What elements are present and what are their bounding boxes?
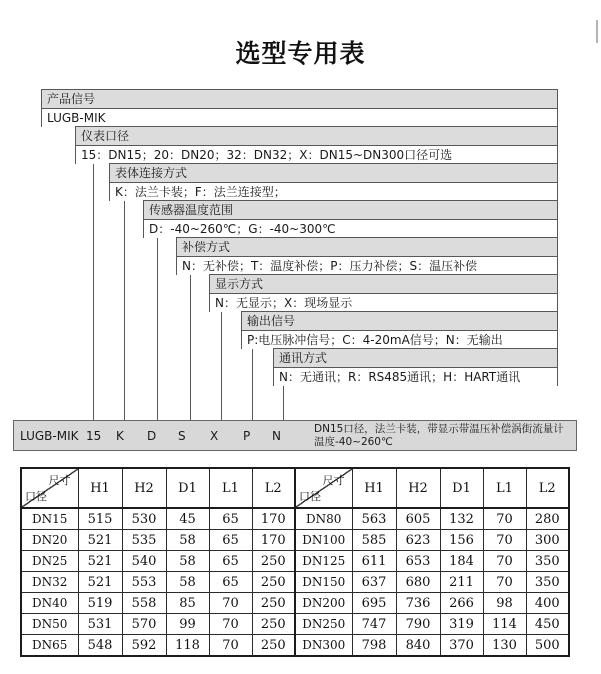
level-value: 15：DN15；20：DN20；32：DN32；X：DN15~DN300口径可选 <box>76 146 557 164</box>
dimension-cell: 680 <box>396 572 440 593</box>
dimension-cell: 170 <box>252 530 295 551</box>
dimension-cell: 790 <box>396 614 440 635</box>
dimension-cell: 65 <box>209 551 252 572</box>
dimension-cell: 70 <box>483 551 526 572</box>
table-row <box>21 508 569 530</box>
table-row <box>21 593 569 614</box>
dimension-cell: 70 <box>209 614 252 635</box>
dimension-cell: 521 <box>78 551 122 572</box>
table-row <box>21 551 569 572</box>
dimension-cell: 623 <box>396 530 440 551</box>
table-corner-cell <box>295 468 352 508</box>
diameter-cell: DN20 <box>21 530 78 551</box>
connector-line <box>221 312 222 420</box>
code-connection: K <box>116 429 124 443</box>
connector-line <box>124 201 125 420</box>
selector-level-product-signal <box>41 89 558 127</box>
diameter-cell: DN100 <box>295 530 352 551</box>
example-description-line2: 温度-40~260℃ <box>314 436 393 448</box>
dimension-cell: 98 <box>483 593 526 614</box>
connector-line <box>93 164 94 420</box>
dimension-cell: 747 <box>352 614 396 635</box>
column-header: D1 <box>166 468 209 508</box>
dimension-cell: 563 <box>352 508 396 530</box>
column-header: H2 <box>122 468 166 508</box>
selector-level-body-connection <box>109 163 558 201</box>
example-model-code-row <box>13 420 577 451</box>
dimension-cell: 85 <box>166 593 209 614</box>
diameter-cell: DN65 <box>21 635 78 657</box>
dimension-cell: 515 <box>78 508 122 530</box>
connector-line <box>157 238 158 420</box>
level-value: LUGB-MIK <box>42 109 557 127</box>
dimension-cell: 319 <box>440 614 483 635</box>
column-header: H1 <box>78 468 122 508</box>
dimension-cell: 637 <box>352 572 396 593</box>
selector-level-sensor-temperature <box>143 200 558 238</box>
dimension-cell: 350 <box>526 572 569 593</box>
dimension-cell: 184 <box>440 551 483 572</box>
dimension-cell: 653 <box>396 551 440 572</box>
level-value: N：无补偿；T：温度补偿；P：压力补偿；S：温压补偿 <box>177 257 557 275</box>
level-title: 显示方式 <box>210 275 557 294</box>
dimension-cell: 45 <box>166 508 209 530</box>
dimension-cell: 840 <box>396 635 440 657</box>
dimension-cell: 250 <box>252 551 295 572</box>
dimension-cell: 300 <box>526 530 569 551</box>
dimension-table-body <box>21 508 569 656</box>
corner-label-diameter: 口径 <box>25 490 47 503</box>
table-header-row <box>21 468 569 508</box>
diameter-cell: DN25 <box>21 551 78 572</box>
dimension-cell: 65 <box>209 572 252 593</box>
table-row <box>21 572 569 593</box>
dimension-cell: 400 <box>526 593 569 614</box>
diameter-cell: DN150 <box>295 572 352 593</box>
selector-level-communication <box>273 348 558 386</box>
code-output: P <box>243 429 251 443</box>
dimension-cell: 70 <box>483 530 526 551</box>
column-header: L2 <box>252 468 295 508</box>
model-prefix: LUGB-MIK <box>20 429 79 443</box>
dimension-cell: 521 <box>78 530 122 551</box>
dimension-table <box>20 467 570 657</box>
dimension-cell: 695 <box>352 593 396 614</box>
diameter-cell: DN15 <box>21 508 78 530</box>
dimension-cell: 350 <box>526 551 569 572</box>
column-header: H1 <box>352 468 396 508</box>
diameter-cell: DN300 <box>295 635 352 657</box>
dimension-cell: 266 <box>440 593 483 614</box>
dimension-cell: 280 <box>526 508 569 530</box>
dimension-cell: 798 <box>352 635 396 657</box>
dimension-cell: 500 <box>526 635 569 657</box>
dimension-cell: 540 <box>122 551 166 572</box>
dimension-cell: 535 <box>122 530 166 551</box>
connector-line <box>283 386 284 420</box>
column-header: D1 <box>440 468 483 508</box>
code-diameter: 15 <box>86 429 102 443</box>
dimension-cell: 58 <box>166 551 209 572</box>
dimension-cell: 70 <box>483 508 526 530</box>
diameter-cell: DN50 <box>21 614 78 635</box>
dimension-cell: 170 <box>252 508 295 530</box>
dimension-cell: 132 <box>440 508 483 530</box>
page-edge-mark <box>596 20 598 43</box>
level-title: 输出信号 <box>242 312 557 331</box>
dimension-cell: 65 <box>209 508 252 530</box>
level-title: 表体连接方式 <box>110 164 557 183</box>
level-title: 仪表口径 <box>76 127 557 146</box>
diameter-cell: DN125 <box>295 551 352 572</box>
column-header: L2 <box>526 468 569 508</box>
level-title: 通讯方式 <box>274 349 557 368</box>
dimension-cell: 250 <box>252 635 295 657</box>
column-header: L1 <box>209 468 252 508</box>
dimension-cell: 65 <box>209 530 252 551</box>
level-value: N：无通讯；R：RS485通讯；H：HART通讯 <box>274 368 557 386</box>
dimension-cell: 70 <box>209 593 252 614</box>
dimension-cell: 519 <box>78 593 122 614</box>
dimension-cell: 130 <box>483 635 526 657</box>
dimension-cell: 70 <box>209 635 252 657</box>
corner-label-size: 尺寸 <box>322 474 345 487</box>
code-compensation: S <box>178 429 186 443</box>
dimension-cell: 570 <box>122 614 166 635</box>
level-title: 传感器温度范围 <box>144 201 557 220</box>
example-description <box>314 423 572 449</box>
dimension-cell: 592 <box>122 635 166 657</box>
dimension-cell: 611 <box>352 551 396 572</box>
example-description-line1: DN15口径，法兰卡装，带显示带温压补偿涡街流量计 <box>314 423 564 435</box>
dimension-cell: 70 <box>483 572 526 593</box>
connector-line <box>190 275 191 420</box>
page-title: 选型专用表 <box>235 39 366 68</box>
dimension-cell: 250 <box>252 572 295 593</box>
dimension-cell: 548 <box>78 635 122 657</box>
dimension-cell: 553 <box>122 572 166 593</box>
code-communication: N <box>272 429 281 443</box>
table-row <box>21 635 569 657</box>
dimension-cell: 250 <box>252 614 295 635</box>
connector-line <box>252 349 253 420</box>
dimension-cell: 450 <box>526 614 569 635</box>
diameter-cell: DN250 <box>295 614 352 635</box>
dimension-cell: 211 <box>440 572 483 593</box>
dimension-cell: 156 <box>440 530 483 551</box>
level-value: D：-40~260℃；G：-40~300℃ <box>144 220 557 238</box>
dimension-cell: 605 <box>396 508 440 530</box>
dimension-cell: 736 <box>396 593 440 614</box>
corner-label-diameter: 口径 <box>299 490 321 503</box>
level-title: 补偿方式 <box>177 238 557 257</box>
code-display: X <box>210 429 219 443</box>
selector-level-compensation <box>176 237 558 275</box>
selector-level-display <box>209 274 558 312</box>
code-temperature: D <box>147 429 157 443</box>
dimension-cell: 58 <box>166 572 209 593</box>
dimension-cell: 114 <box>483 614 526 635</box>
level-title: 产品信号 <box>42 90 557 109</box>
dimension-cell: 58 <box>166 530 209 551</box>
dimension-cell: 531 <box>78 614 122 635</box>
diameter-cell: DN80 <box>295 508 352 530</box>
diameter-cell: DN200 <box>295 593 352 614</box>
dimension-cell: 370 <box>440 635 483 657</box>
dimension-cell: 118 <box>166 635 209 657</box>
dimension-cell: 558 <box>122 593 166 614</box>
dimension-cell: 521 <box>78 572 122 593</box>
table-row <box>21 614 569 635</box>
dimension-cell: 99 <box>166 614 209 635</box>
dimension-cell: 250 <box>252 593 295 614</box>
corner-label-size: 尺寸 <box>48 474 71 487</box>
diameter-cell: DN32 <box>21 572 78 593</box>
level-value: K：法兰卡装；F：法兰连接型； <box>110 183 557 201</box>
level-value: N：无显示；X：现场显示 <box>210 294 557 312</box>
column-header: L1 <box>483 468 526 508</box>
column-header: H2 <box>396 468 440 508</box>
diameter-cell: DN40 <box>21 593 78 614</box>
dimension-cell: 585 <box>352 530 396 551</box>
selector-level-meter-diameter <box>75 126 558 164</box>
dimension-cell: 530 <box>122 508 166 530</box>
table-row <box>21 530 569 551</box>
table-corner-cell <box>21 468 78 508</box>
level-value: P:电压脉冲信号；C：4-20mA信号；N：无输出 <box>242 331 557 349</box>
selector-level-output-signal <box>241 311 558 349</box>
